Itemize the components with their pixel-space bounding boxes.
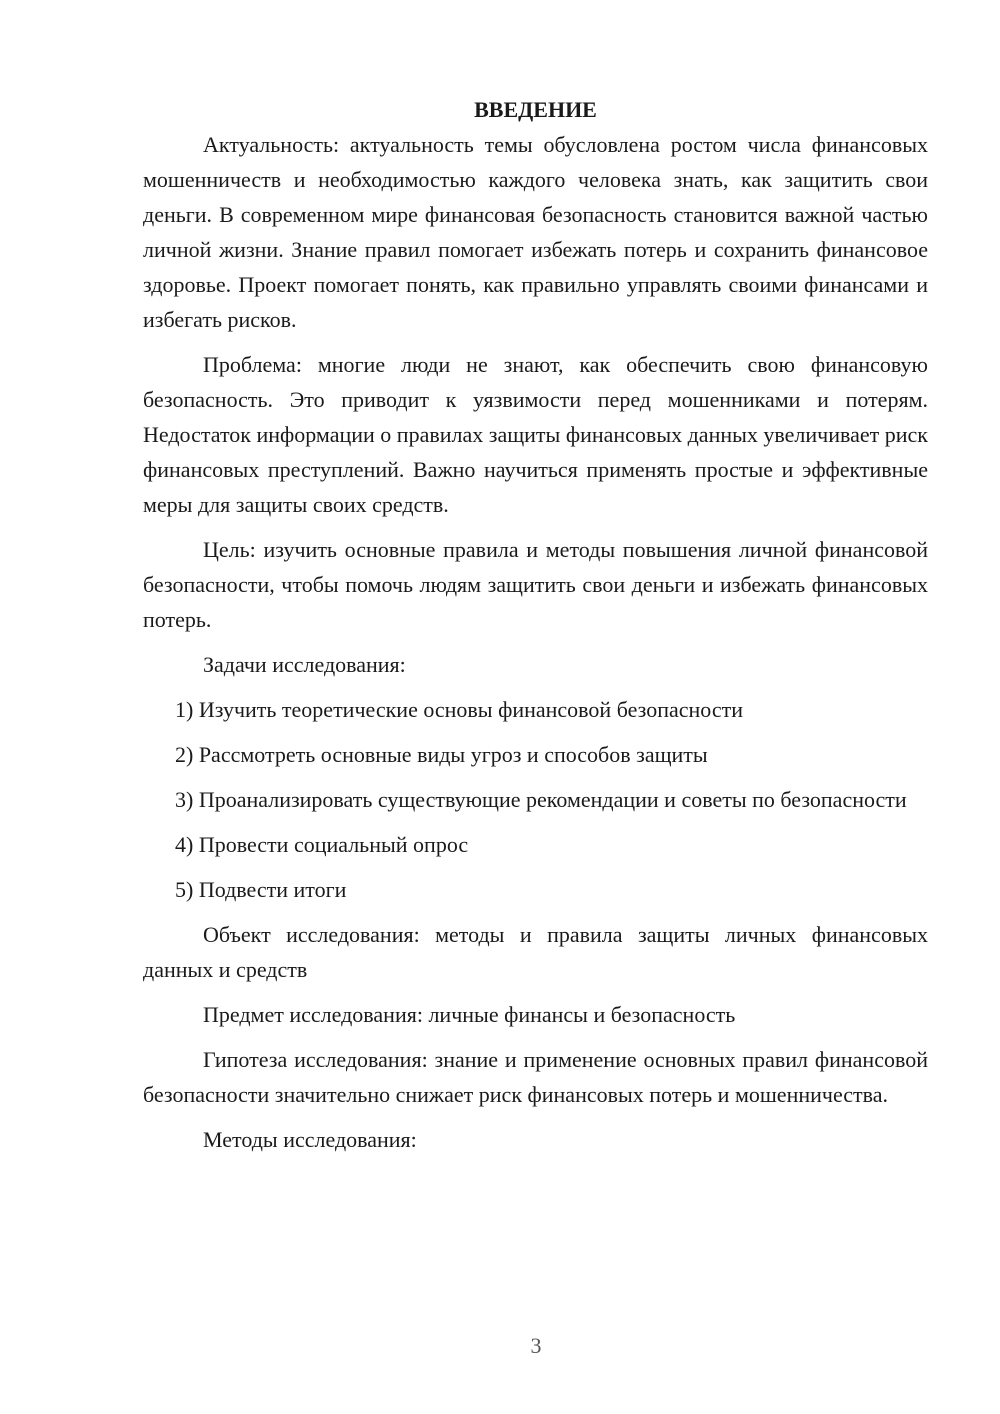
section-heading: ВВЕДЕНИЕ	[474, 97, 597, 122]
task-item-5: 5) Подвести итоги	[175, 877, 347, 902]
task-item-2: 2) Рассмотреть основные виды угроз и способов защиты	[175, 742, 708, 767]
task-item-1: 1) Изучить теоретические основы финансовой безопасности	[175, 697, 743, 722]
paragraph-methods: Методы исследования:	[203, 1127, 417, 1152]
paragraph-relevance: Актуальность: актуальность темы обусловлена ростом числа финансовых мошенничеств и необходимостью каждого человека знать, как защитить свои деньги. В современном мире финансовая безопасность становится важной частью личной жизни. Знание правил помогает избежать потерь и сохранить финансовое здоровье. Проект помогает понять, как правильно управлять своими финансами и избегать рисков.	[143, 132, 928, 332]
document-page	[143, 92, 928, 1157]
paragraph-hypothesis: Гипотеза исследования: знание и применение основных правил финансовой безопасности значительно снижает риск финансовых потерь и мошенничества.	[143, 1047, 928, 1107]
paragraph-object: Объект исследования: методы и правила защиты личных финансовых данных и средств	[143, 922, 928, 982]
paragraph-problem: Проблема: многие люди не знают, как обеспечить свою финансовую безопасность. Это приводит к уязвимости перед мошенниками и потерям. Недостаток информации о правилах защиты финансовых данных увеличивает риск финансовых преступлений. Важно научиться применять простые и эффективные меры для защиты своих средств.	[143, 352, 928, 517]
task-item-3: 3) Проанализировать существующие рекомендации и советы по безопасности	[175, 787, 907, 812]
page-number: 3	[530, 1333, 542, 1358]
paragraph-tasks-label: Задачи исследования:	[203, 652, 406, 677]
paragraph-goal: Цель: изучить основные правила и методы повышения личной финансовой безопасности, чтобы помочь людям защитить свои деньги и избежать финансовых потерь.	[143, 537, 928, 632]
paragraph-subject: Предмет исследования: личные финансы и безопасность	[203, 1002, 736, 1027]
task-item-4: 4) Провести социальный опрос	[175, 832, 469, 857]
